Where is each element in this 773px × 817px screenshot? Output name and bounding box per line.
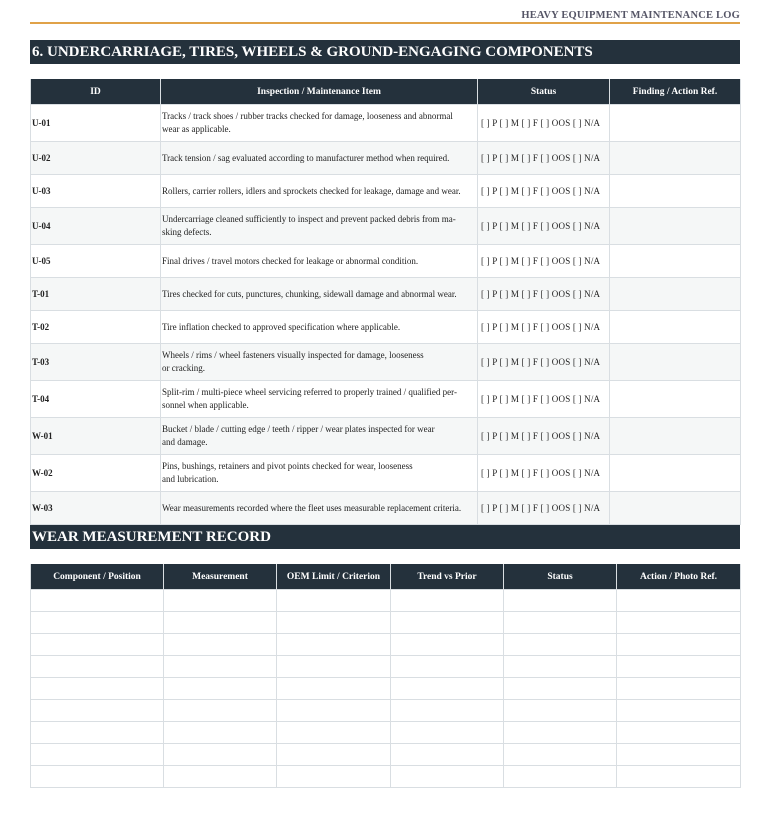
oem-limit-cell[interactable] bbox=[277, 656, 391, 678]
action-photo-cell[interactable] bbox=[617, 634, 741, 656]
status-options[interactable]: [ ] P [ ] M [ ] F [ ] OOS [ ] N/A bbox=[478, 455, 610, 492]
wear-status-cell[interactable] bbox=[504, 678, 617, 700]
inspection-row bbox=[31, 105, 741, 142]
wear-row bbox=[31, 700, 741, 722]
item-description bbox=[161, 175, 478, 208]
item-description-line: Undercarriage cleaned sufficiently to inspect and prevent packed debris from ma- bbox=[162, 214, 456, 224]
item-description bbox=[161, 381, 478, 418]
oem-limit-cell[interactable] bbox=[277, 678, 391, 700]
document-title: HEAVY EQUIPMENT MAINTENANCE LOG bbox=[521, 10, 740, 21]
component-cell[interactable] bbox=[31, 590, 164, 612]
action-photo-cell[interactable] bbox=[617, 612, 741, 634]
wear-row bbox=[31, 612, 741, 634]
finding-action-cell[interactable] bbox=[610, 418, 741, 455]
trend-cell[interactable] bbox=[391, 678, 504, 700]
item-description-line: Wear measurements recorded where the fleet uses measurable replacement criteria. bbox=[162, 502, 462, 513]
item-description bbox=[161, 344, 478, 381]
wear-row bbox=[31, 656, 741, 678]
wear-status-cell[interactable] bbox=[504, 612, 617, 634]
measurement-cell[interactable] bbox=[164, 656, 277, 678]
item-id: W-02 bbox=[31, 455, 161, 492]
status-options[interactable]: [ ] P [ ] M [ ] F [ ] OOS [ ] N/A bbox=[478, 418, 610, 455]
finding-action-cell[interactable] bbox=[610, 208, 741, 245]
status-options[interactable]: [ ] P [ ] M [ ] F [ ] OOS [ ] N/A bbox=[478, 208, 610, 245]
trend-cell[interactable] bbox=[391, 634, 504, 656]
item-description bbox=[161, 455, 478, 492]
item-description bbox=[161, 208, 478, 245]
finding-action-cell[interactable] bbox=[610, 344, 741, 381]
item-description bbox=[161, 278, 478, 311]
status-options[interactable]: [ ] P [ ] M [ ] F [ ] OOS [ ] N/A bbox=[478, 344, 610, 381]
item-description-line: and lubrication. bbox=[162, 474, 219, 484]
status-options[interactable]: [ ] P [ ] M [ ] F [ ] OOS [ ] N/A bbox=[478, 142, 610, 175]
item-description bbox=[161, 245, 478, 278]
item-description-line: Split-rim / multi-piece wheel servicing referred to properly trained / qualified per- bbox=[162, 387, 457, 397]
inspection-row bbox=[31, 142, 741, 175]
inspection-row bbox=[31, 418, 741, 455]
action-photo-cell[interactable] bbox=[617, 700, 741, 722]
component-cell[interactable] bbox=[31, 722, 164, 744]
column-header-trend: Trend vs Prior bbox=[391, 564, 504, 590]
column-header-component: Component / Position bbox=[31, 564, 164, 590]
item-id: U-05 bbox=[31, 245, 161, 278]
item-description-line: Tires checked for cuts, punctures, chunking, sidewall damage and abnormal wear. bbox=[162, 288, 457, 299]
oem-limit-cell[interactable] bbox=[277, 700, 391, 722]
finding-action-cell[interactable] bbox=[610, 105, 741, 142]
status-options[interactable]: [ ] P [ ] M [ ] F [ ] OOS [ ] N/A bbox=[478, 381, 610, 418]
finding-action-cell[interactable] bbox=[610, 492, 741, 525]
inspection-row bbox=[31, 245, 741, 278]
item-description-line: and damage. bbox=[162, 437, 208, 447]
inspection-row bbox=[31, 344, 741, 381]
item-description bbox=[161, 105, 478, 142]
inspection-row bbox=[31, 311, 741, 344]
finding-action-cell[interactable] bbox=[610, 311, 741, 344]
trend-cell[interactable] bbox=[391, 766, 504, 788]
item-description bbox=[161, 142, 478, 175]
wear-status-cell[interactable] bbox=[504, 590, 617, 612]
item-id: U-01 bbox=[31, 105, 161, 142]
item-id: U-02 bbox=[31, 142, 161, 175]
oem-limit-cell[interactable] bbox=[277, 590, 391, 612]
column-header-id: ID bbox=[31, 79, 161, 105]
oem-limit-cell[interactable] bbox=[277, 612, 391, 634]
trend-cell[interactable] bbox=[391, 700, 504, 722]
item-id: U-04 bbox=[31, 208, 161, 245]
item-description-line: Tracks / track shoes / rubber tracks checked for damage, looseness and abnormal bbox=[162, 111, 453, 121]
status-options[interactable]: [ ] P [ ] M [ ] F [ ] OOS [ ] N/A bbox=[478, 105, 610, 142]
item-id: T-03 bbox=[31, 344, 161, 381]
action-photo-cell[interactable] bbox=[617, 766, 741, 788]
column-header-oem-limit: OEM Limit / Criterion bbox=[277, 564, 391, 590]
oem-limit-cell[interactable] bbox=[277, 634, 391, 656]
item-id: T-02 bbox=[31, 311, 161, 344]
trend-cell[interactable] bbox=[391, 590, 504, 612]
component-cell[interactable] bbox=[31, 634, 164, 656]
action-photo-cell[interactable] bbox=[617, 590, 741, 612]
inspection-table bbox=[30, 79, 741, 525]
item-description-line: Bucket / blade / cutting edge / teeth / ripper / wear plates inspected for wear bbox=[162, 424, 435, 434]
measurement-cell[interactable] bbox=[164, 744, 277, 766]
wear-row bbox=[31, 634, 741, 656]
wear-status-cell[interactable] bbox=[504, 722, 617, 744]
oem-limit-cell[interactable] bbox=[277, 766, 391, 788]
wear-row bbox=[31, 722, 741, 744]
action-photo-cell[interactable] bbox=[617, 722, 741, 744]
item-description-line: sonnel when applicable. bbox=[162, 400, 249, 410]
status-options[interactable]: [ ] P [ ] M [ ] F [ ] OOS [ ] N/A bbox=[478, 492, 610, 525]
finding-action-cell[interactable] bbox=[610, 455, 741, 492]
item-id: W-03 bbox=[31, 492, 161, 525]
column-header-status: Status bbox=[478, 79, 610, 105]
item-id: U-03 bbox=[31, 175, 161, 208]
item-description-line: Track tension / sag evaluated according to manufacturer method when required. bbox=[162, 152, 450, 163]
wear-row bbox=[31, 766, 741, 788]
wear-row bbox=[31, 590, 741, 612]
item-description-line: sking defects. bbox=[162, 227, 212, 237]
item-description bbox=[161, 492, 478, 525]
section-title-wear-measurement: WEAR MEASUREMENT RECORD bbox=[30, 525, 740, 549]
trend-cell[interactable] bbox=[391, 722, 504, 744]
component-cell[interactable] bbox=[31, 656, 164, 678]
wear-row bbox=[31, 678, 741, 700]
status-options[interactable]: [ ] P [ ] M [ ] F [ ] OOS [ ] N/A bbox=[478, 175, 610, 208]
item-description-line: Wheels / rims / wheel fasteners visually inspected for damage, looseness bbox=[162, 350, 424, 360]
wear-status-cell[interactable] bbox=[504, 656, 617, 678]
item-description-line: or cracking. bbox=[162, 363, 205, 373]
inspection-row bbox=[31, 175, 741, 208]
finding-action-cell[interactable] bbox=[610, 175, 741, 208]
status-options[interactable]: [ ] P [ ] M [ ] F [ ] OOS [ ] N/A bbox=[478, 311, 610, 344]
inspection-row bbox=[31, 381, 741, 418]
component-cell[interactable] bbox=[31, 766, 164, 788]
column-header-item: Inspection / Maintenance Item bbox=[161, 79, 478, 105]
trend-cell[interactable] bbox=[391, 656, 504, 678]
status-options[interactable]: [ ] P [ ] M [ ] F [ ] OOS [ ] N/A bbox=[478, 245, 610, 278]
finding-action-cell[interactable] bbox=[610, 278, 741, 311]
wear-status-cell[interactable] bbox=[504, 700, 617, 722]
oem-limit-cell[interactable] bbox=[277, 744, 391, 766]
wear-header-row bbox=[31, 564, 741, 590]
action-photo-cell[interactable] bbox=[617, 656, 741, 678]
wear-row bbox=[31, 744, 741, 766]
item-id: T-04 bbox=[31, 381, 161, 418]
measurement-cell[interactable] bbox=[164, 722, 277, 744]
measurement-cell[interactable] bbox=[164, 700, 277, 722]
page-header bbox=[30, 0, 740, 24]
column-header-action-photo: Action / Photo Ref. bbox=[617, 564, 741, 590]
component-cell[interactable] bbox=[31, 744, 164, 766]
item-description-line: Final drives / travel motors checked for leakage or abnormal condition. bbox=[162, 255, 419, 266]
component-cell[interactable] bbox=[31, 700, 164, 722]
finding-action-cell[interactable] bbox=[610, 245, 741, 278]
measurement-cell[interactable] bbox=[164, 612, 277, 634]
column-header-measurement: Measurement bbox=[164, 564, 277, 590]
oem-limit-cell[interactable] bbox=[277, 722, 391, 744]
inspection-row bbox=[31, 208, 741, 245]
action-photo-cell[interactable] bbox=[617, 744, 741, 766]
item-id: W-01 bbox=[31, 418, 161, 455]
component-cell[interactable] bbox=[31, 678, 164, 700]
item-description-line: wear as applicable. bbox=[162, 124, 231, 134]
column-header-wear-status: Status bbox=[504, 564, 617, 590]
inspection-row bbox=[31, 278, 741, 311]
action-photo-cell[interactable] bbox=[617, 678, 741, 700]
wear-status-cell[interactable] bbox=[504, 634, 617, 656]
item-id: T-01 bbox=[31, 278, 161, 311]
finding-action-cell[interactable] bbox=[610, 142, 741, 175]
item-description-line: Rollers, carrier rollers, idlers and sprockets checked for leakage, damage and wear. bbox=[162, 185, 461, 196]
item-description bbox=[161, 311, 478, 344]
trend-cell[interactable] bbox=[391, 612, 504, 634]
measurement-cell[interactable] bbox=[164, 766, 277, 788]
inspection-row bbox=[31, 492, 741, 525]
wear-status-cell[interactable] bbox=[504, 766, 617, 788]
status-options[interactable]: [ ] P [ ] M [ ] F [ ] OOS [ ] N/A bbox=[478, 278, 610, 311]
item-description bbox=[161, 418, 478, 455]
item-description-line: Pins, bushings, retainers and pivot points checked for wear, looseness bbox=[162, 461, 413, 471]
section-title-undercarriage: 6. UNDERCARRIAGE, TIRES, WHEELS & GROUND-ENGAGING COMPONENTS bbox=[30, 40, 740, 64]
component-cell[interactable] bbox=[31, 612, 164, 634]
finding-action-cell[interactable] bbox=[610, 381, 741, 418]
column-header-finding: Finding / Action Ref. bbox=[610, 79, 741, 105]
wear-measurement-table bbox=[30, 564, 741, 788]
wear-status-cell[interactable] bbox=[504, 744, 617, 766]
trend-cell[interactable] bbox=[391, 744, 504, 766]
measurement-cell[interactable] bbox=[164, 634, 277, 656]
measurement-cell[interactable] bbox=[164, 590, 277, 612]
inspection-header-row bbox=[31, 79, 741, 105]
measurement-cell[interactable] bbox=[164, 678, 277, 700]
item-description-line: Tire inflation checked to approved specification where applicable. bbox=[162, 321, 401, 332]
inspection-row bbox=[31, 455, 741, 492]
